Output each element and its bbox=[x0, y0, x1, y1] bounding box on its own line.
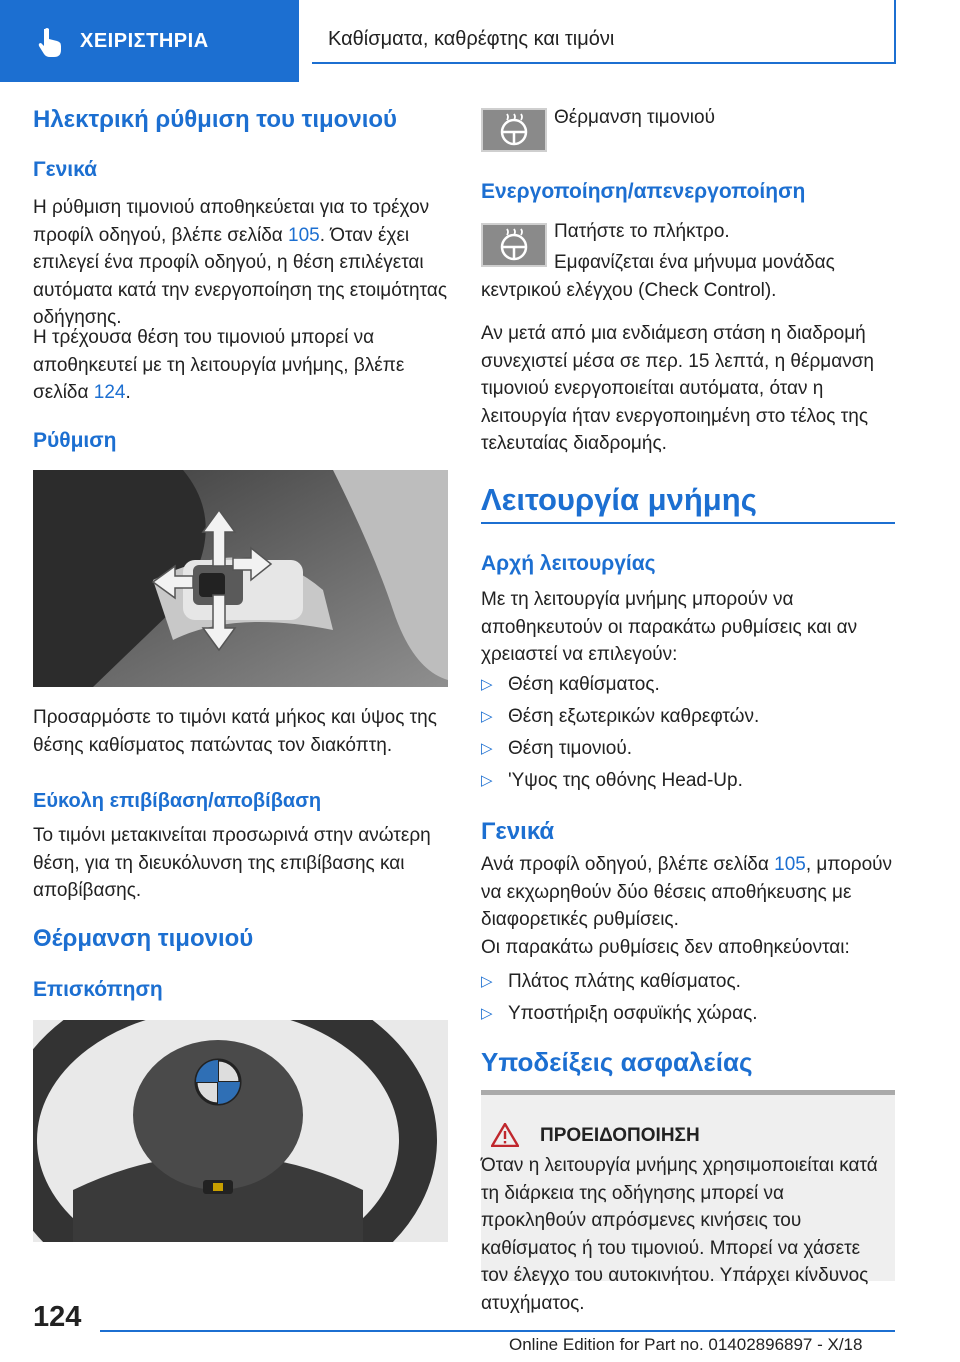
principle-heading: Αρχή λειτουργίας bbox=[481, 552, 656, 575]
adjust-caption: Προσαρμόστε το τιμόνι κατά μήκος και ύψος της θέσης καθίσματος πατώντας τον διακόπτη. bbox=[33, 707, 437, 756]
edition-footer: Online Edition for Part no. 01402896897 - X/18 bbox=[509, 1335, 863, 1354]
general-p2-tail: . bbox=[125, 382, 131, 403]
memory-general-heading: Γενικά bbox=[481, 818, 555, 845]
general-p2-text: Η τρέχουσα θέση του τιμονιού μπορεί να αποθηκευτεί με τη λειτουργία μνήμης, βλέπε σελίδα bbox=[33, 327, 405, 403]
heating-heading: Θέρμανση τιμονιού bbox=[33, 925, 254, 952]
chapter-tab-label: ΧΕΙΡΙΣΤΗΡΙΑ bbox=[80, 30, 209, 52]
general-paragraph-1 bbox=[33, 194, 448, 332]
overview-heading: Επισκόπηση bbox=[33, 978, 163, 1001]
page-ref-link[interactable]: 124 bbox=[93, 382, 126, 403]
triangle-bullet-icon: ▷ bbox=[481, 708, 493, 725]
memory-general-text: Ανά προφίλ οδηγού, βλέπε σελίδα 105, μπορούν να εκχωρηθούν δύο θέσεις αποθήκευσης με διαφορετικές ρυθμίσεις. bbox=[481, 854, 893, 930]
warning-text: Όταν η λειτουργία μνήμης χρησιμοποιείται κατά τη διάρκεια της οδήγησης μπορεί να προκληθούν απρόσμενες κινήσεις του καθίσματος ή του τιμονιού. Μπορεί να χάσετε τον έλεγχο του αυτοκινήτου. Υπάρχει κίνδυνος ατυχήματος. bbox=[481, 1155, 878, 1314]
section-header bbox=[312, 0, 896, 64]
triangle-bullet-icon: ▷ bbox=[481, 772, 493, 789]
triangle-bullet-icon: ▷ bbox=[481, 973, 493, 990]
section-title: Καθίσματα, καθρέφτης και τιμόνι bbox=[328, 28, 615, 50]
not-saved-text: Οι παρακάτω ρυθμίσεις δεν αποθηκεύονται: bbox=[481, 937, 850, 958]
auto-heating-text: Αν μετά από μια ενδιάμεση στάση η διαδρομή συνεχιστεί μέσα σε περ. 15 λεπτά, η θέρμανση τιμονιού ενεργοποιείται αυτόματα, όταν η λειτουργία ήταν ενεργοποιημένη στο τέλος της τελευταίας διαδρομής. bbox=[481, 323, 874, 454]
message-text: Εμφανίζεται ένα μήνυμα μονάδας κεντρικού ελέγχου (Check Control). bbox=[481, 252, 835, 301]
easy-entry-text: Το τιμόνι μετακινείται προσωρινά στην ανώτερη θέση, για τη διευκόλυνση της επιβίβασης και αποβίβασης. bbox=[33, 825, 431, 901]
memory-title: Λειτουργία μνήμης bbox=[481, 482, 757, 517]
steering-column-illustration bbox=[33, 470, 448, 687]
warning-triangle-icon bbox=[491, 1123, 519, 1147]
heated-wheel-caption: Θέρμανση τιμονιού bbox=[554, 107, 715, 128]
general-paragraph-2 bbox=[33, 324, 448, 407]
page-title: Ηλεκτρική ρύθμιση του τιμονιού bbox=[33, 106, 397, 133]
memory-title-rule bbox=[481, 522, 895, 524]
heated-steering-wheel-icon bbox=[483, 110, 545, 150]
page-ref-link[interactable]: 105 bbox=[288, 224, 320, 246]
warning-box bbox=[481, 1090, 895, 1314]
triangle-bullet-icon: ▷ bbox=[481, 740, 493, 757]
press-instruction: Πατήστε το πλήκτρο. bbox=[554, 221, 730, 242]
triangle-bullet-icon: ▷ bbox=[481, 1005, 493, 1022]
hand-pointer-icon bbox=[37, 27, 63, 57]
easy-entry-heading: Εύκολη επιβίβαση/αποβίβαση bbox=[33, 790, 322, 812]
steering-wheel-illustration bbox=[33, 1020, 448, 1242]
triangle-bullet-icon: ▷ bbox=[481, 676, 493, 693]
chapter-tab[interactable] bbox=[0, 0, 299, 82]
general-p1-tail: . Όταν έχει επιλεγεί ένα προφίλ οδηγού, η θέση επιλέγεται αυτόματα κατά την ενεργοποίηση της ετοιμότητας οδήγησης. bbox=[33, 224, 447, 328]
footer-rule bbox=[100, 1330, 895, 1332]
principle-text: Με τη λειτουργία μνήμης μπορούν να αποθηκευτούν οι παρακάτω ρυθμίσεις και αν χρειαστεί να επιλεγούν: bbox=[481, 589, 858, 665]
steering-column-switch-image bbox=[33, 470, 448, 687]
page-ref-link[interactable]: 105 bbox=[774, 854, 806, 875]
heated-wheel-icon-box bbox=[481, 108, 547, 152]
steering-wheel-image bbox=[33, 1020, 448, 1242]
general-p1-text: Η ρύθμιση τιμονιού αποθηκεύεται για το τρέχον προφίλ οδηγού, βλέπε σελίδα bbox=[33, 197, 430, 246]
safety-heading: Υποδείξεις ασφαλείας bbox=[481, 1047, 753, 1077]
activate-heading: Ενεργοποίηση/απενεργοποίηση bbox=[481, 180, 806, 203]
general-heading: Γενικά bbox=[33, 158, 98, 181]
adjust-heading: Ρύθμιση bbox=[33, 429, 117, 452]
warning-title: ΠΡΟΕΙΔΟΠΟΙΗΣΗ bbox=[540, 1125, 700, 1146]
page-number: 124 bbox=[33, 1301, 82, 1333]
